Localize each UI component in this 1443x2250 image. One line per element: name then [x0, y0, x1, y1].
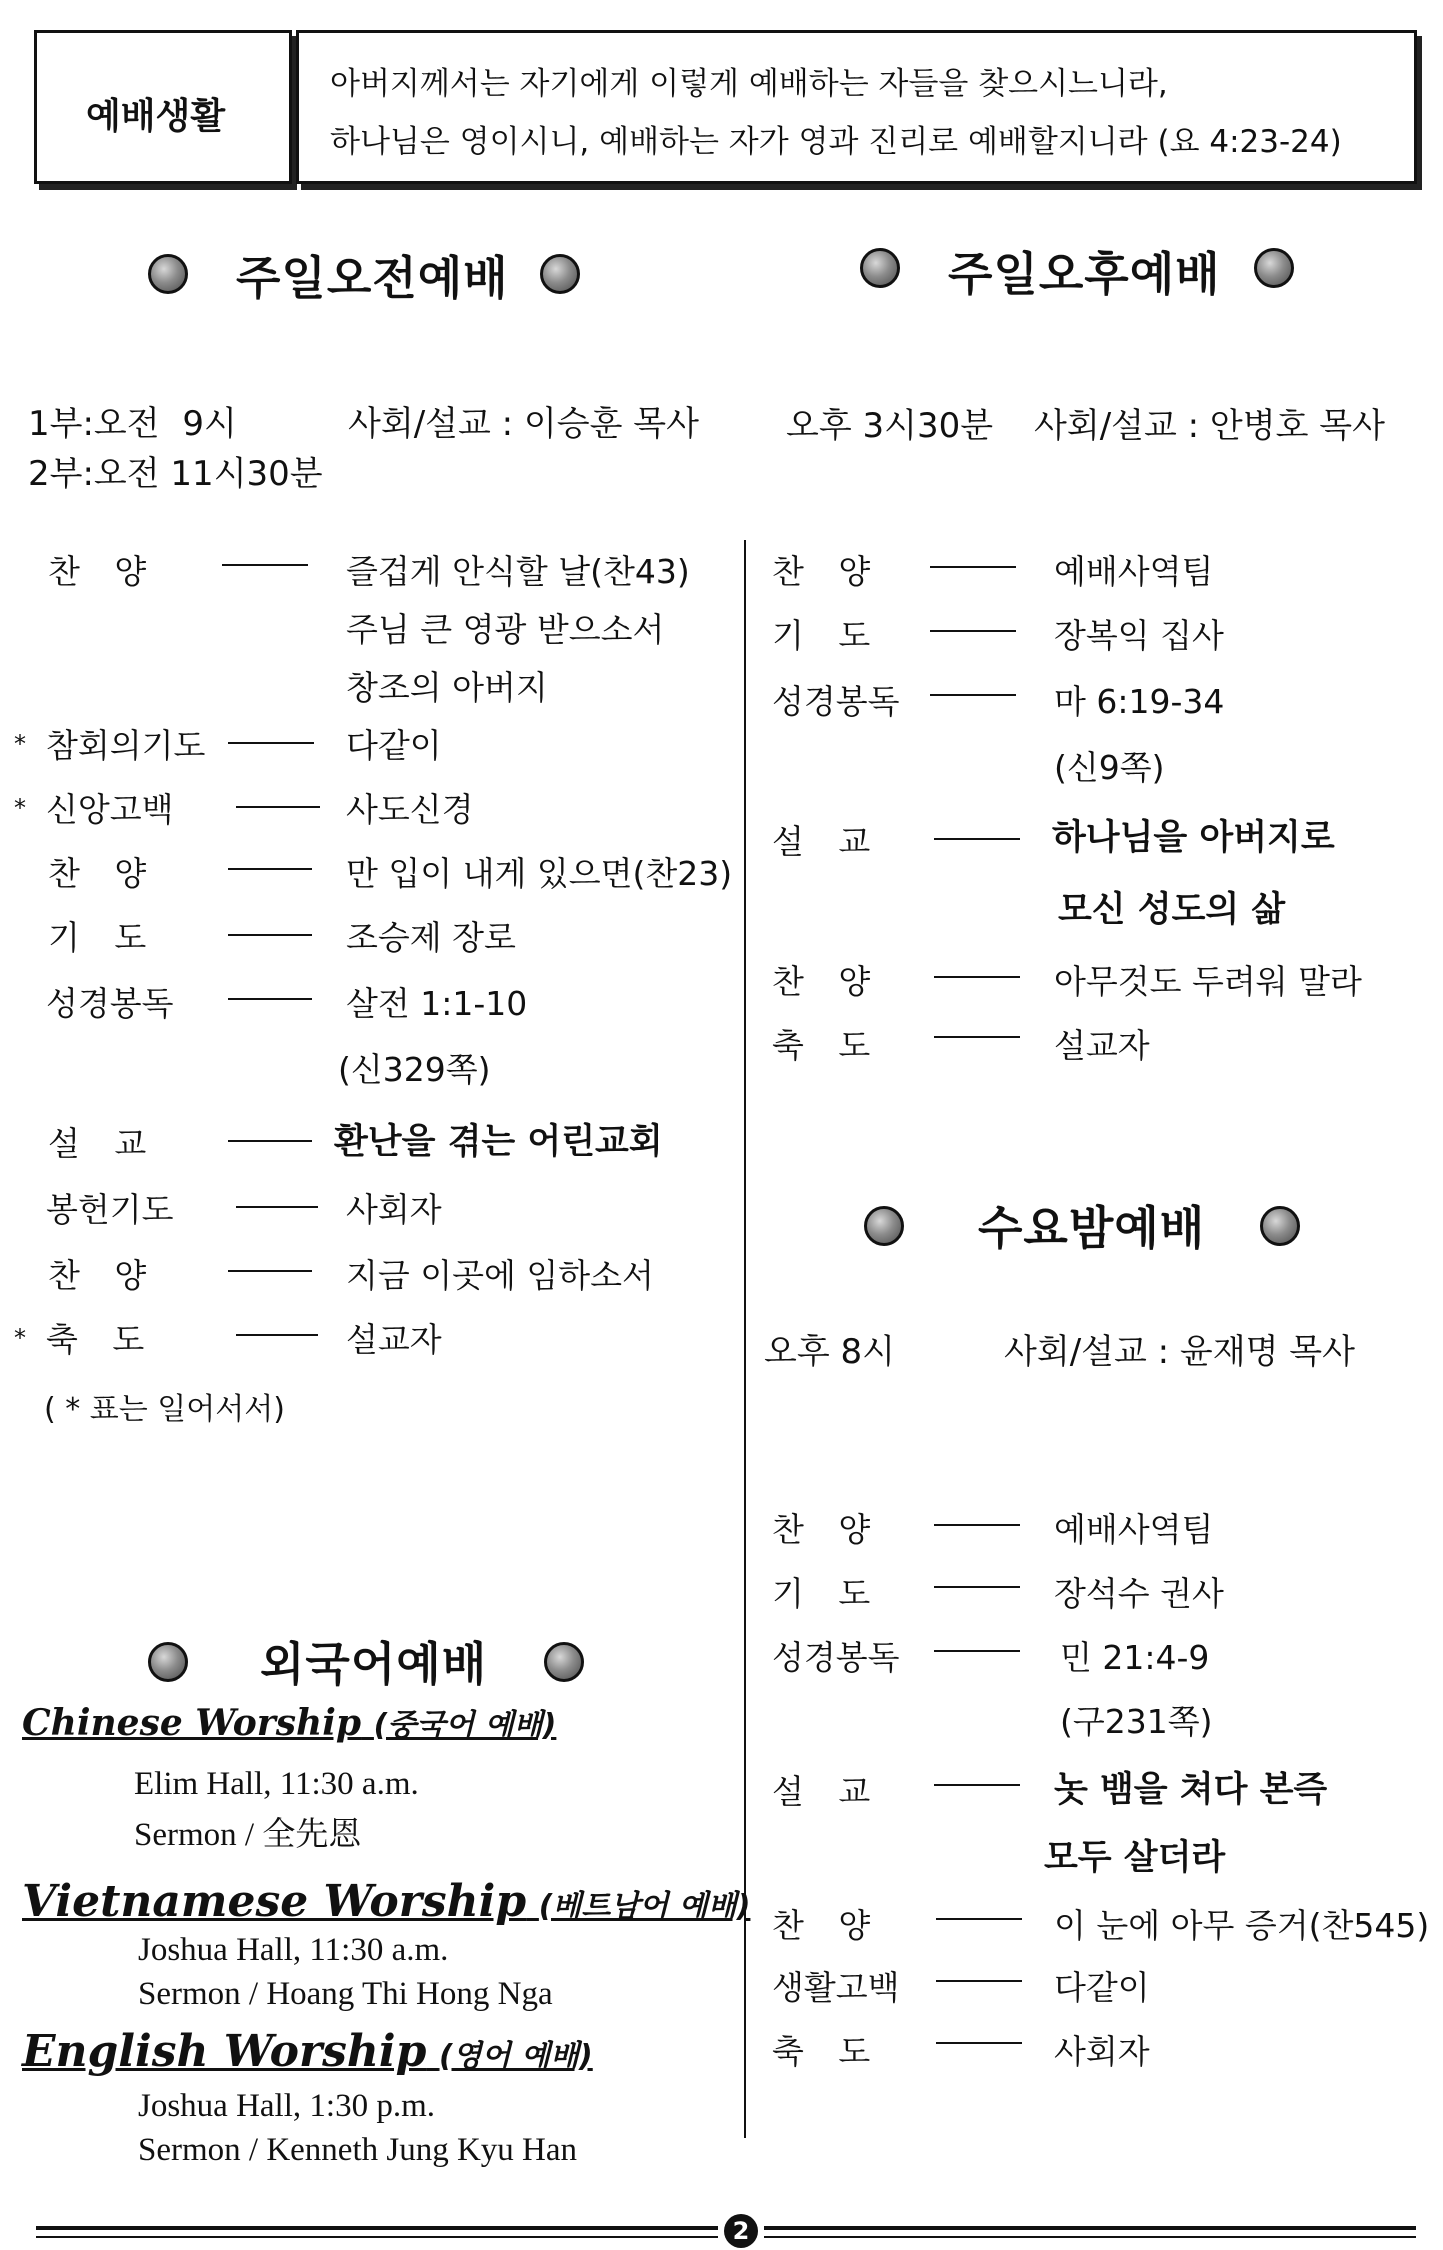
service-korean: (베트남어 예배): [538, 1889, 751, 1924]
service-name: Vietnamese Worship: [22, 1876, 527, 1927]
leader-dash: [228, 998, 312, 1000]
leader-dash: [930, 630, 1016, 632]
order-value: 지금 이곳에 임하소서: [346, 1256, 654, 1295]
header-label: 예배생활: [86, 96, 226, 137]
order-label: 찬 양: [772, 1906, 871, 1945]
order-label: 축 도: [772, 1026, 871, 1065]
bullet-ball-icon: [148, 254, 188, 294]
order-label: 설 교: [48, 1124, 147, 1163]
leader-dash: [934, 1036, 1020, 1038]
service-sermon: Sermon / Kenneth Jung Kyu Han: [138, 2132, 578, 2168]
wednesday-time: 오후 8시: [764, 1332, 895, 1372]
afternoon-leader: 사회/설교 : 안병호 목사: [1034, 406, 1385, 446]
order-value: (구231쪽): [1060, 1702, 1213, 1741]
order-label: 축 도: [46, 1320, 145, 1359]
service-korean: (중국어 예배): [373, 1708, 557, 1743]
order-label: 찬 양: [48, 854, 147, 893]
leader-dash: [936, 1980, 1022, 1982]
order-value: 창조의 아버지: [346, 668, 548, 707]
leader-dash: [934, 1650, 1020, 1652]
leader-dash: [228, 1140, 312, 1142]
wednesday-leader: 사회/설교 : 윤재명 목사: [1004, 1332, 1355, 1372]
order-value: 장복익 집사: [1054, 616, 1224, 655]
order-label: 기 도: [772, 616, 871, 655]
sermon-title-continued: 모신 성도의 삶: [1058, 890, 1286, 930]
morning-title: 주일오전예배: [236, 251, 509, 305]
order-value: 설교자: [1054, 1026, 1150, 1065]
bullet-ball-icon: [864, 1206, 904, 1246]
order-value: (신329쪽): [338, 1050, 491, 1089]
leader-dash: [936, 1918, 1022, 1920]
order-value: 마 6:19-34: [1054, 682, 1225, 721]
order-label: 찬 양: [772, 962, 871, 1001]
order-label: 기 도: [48, 918, 147, 957]
bullet-ball-icon: [1254, 248, 1294, 288]
leader-dash: [930, 694, 1016, 696]
leader-dash: [934, 976, 1020, 978]
order-label: 찬 양: [772, 552, 871, 591]
order-label: 찬 양: [48, 552, 147, 591]
service-name: Chinese Worship: [22, 1702, 362, 1744]
page-number: 2: [724, 2214, 758, 2248]
morning-first-service: 1부:오전 9시: [28, 404, 237, 444]
leader-dash: [228, 742, 314, 744]
order-value: (신9쪽): [1054, 748, 1165, 787]
order-label: 축 도: [772, 2032, 871, 2071]
leader-dash: [930, 566, 1016, 568]
sermon-title-continued: 모두 살더라: [1044, 1838, 1226, 1878]
order-label: 설 교: [772, 822, 871, 861]
standing-mark: *: [14, 730, 26, 758]
standing-note: ( * 표는 일어서서): [44, 1392, 285, 1427]
footer-rule-right: [764, 2226, 1416, 2230]
service-name: English Worship: [22, 2026, 427, 2077]
order-value: 민 21:4-9: [1060, 1638, 1210, 1677]
leader-dash: [936, 2042, 1022, 2044]
footer-rule-right-thin: [764, 2236, 1416, 2238]
footer-rule-left-thin: [36, 2236, 718, 2238]
order-value: 다같이: [346, 726, 442, 765]
verse-line-1: 아버지께서는 자기에게 이렇게 예배하는 자들을 찾으시느니라,: [330, 66, 1168, 102]
order-label: 생활고백: [772, 1968, 900, 2007]
order-label: 성경봉독: [46, 984, 174, 1023]
sermon-title: 환난을 겪는 어린교회: [334, 1122, 663, 1162]
order-value: 만 입이 내게 있으면(찬23): [346, 854, 733, 893]
order-value: 사도신경: [346, 790, 474, 829]
order-value: 예배사역팀: [1054, 1510, 1214, 1549]
order-value: 이 눈에 아무 증거(찬545): [1054, 1906, 1430, 1945]
order-value: 예배사역팀: [1054, 552, 1214, 591]
leader-dash: [934, 1524, 1020, 1526]
order-label: 찬 양: [772, 1510, 871, 1549]
bullet-ball-icon: [540, 254, 580, 294]
order-value: 사회자: [1054, 2032, 1150, 2071]
order-value: 살전 1:1-10: [346, 984, 528, 1023]
order-label: 봉헌기도: [46, 1190, 174, 1229]
afternoon-title: 주일오후예배: [948, 247, 1221, 301]
order-value: 사회자: [346, 1190, 442, 1229]
order-label: 신앙고백: [46, 790, 174, 829]
service-place: Joshua Hall, 1:30 p.m.: [138, 2088, 435, 2124]
service-sermon: Sermon / Hoang Thi Hong Nga: [138, 1976, 553, 2012]
order-value: 장석수 권사: [1054, 1574, 1224, 1613]
footer-rule-left: [36, 2226, 718, 2230]
service-sermon: Sermon / 全先恩: [134, 1817, 362, 1853]
bullet-ball-icon: [860, 248, 900, 288]
bullet-ball-icon: [544, 1642, 584, 1682]
leader-dash: [236, 1206, 318, 1208]
sermon-title: 하나님을 아버지로: [1052, 818, 1335, 858]
english-worship-title: [22, 2026, 593, 2077]
order-value: 즐겁게 안식할 날(찬43): [346, 552, 690, 591]
vietnamese-worship-title: [22, 1876, 750, 1927]
bullet-ball-icon: [148, 1642, 188, 1682]
leader-dash: [228, 934, 312, 936]
order-label: 기 도: [772, 1574, 871, 1613]
order-label: 참회의기도: [46, 726, 206, 765]
bullet-ball-icon: [1260, 1206, 1300, 1246]
leader-dash: [228, 868, 312, 870]
order-value: 아무것도 두려워 말라: [1054, 962, 1362, 1001]
wednesday-title: 수요밤예배: [978, 1201, 1206, 1255]
order-value: 조승제 장로: [346, 918, 516, 957]
standing-mark: *: [14, 794, 26, 822]
leader-dash: [236, 806, 320, 808]
morning-second-service: 2부:오전 11시30분: [28, 454, 323, 494]
leader-dash: [222, 564, 308, 566]
chinese-worship-title: [22, 1700, 556, 1744]
morning-leader: 사회/설교 : 이승훈 목사: [348, 404, 699, 444]
standing-mark: *: [14, 1324, 26, 1352]
leader-dash: [934, 1586, 1020, 1588]
order-value: 다같이: [1054, 1968, 1150, 2007]
service-place: Joshua Hall, 11:30 a.m.: [138, 1932, 449, 1968]
service-korean: (영어 예배): [438, 2039, 593, 2074]
order-label: 찬 양: [48, 1256, 147, 1295]
order-value: 주님 큰 영광 받으소서: [346, 610, 665, 649]
leader-dash: [934, 838, 1020, 840]
leader-dash: [236, 1334, 318, 1336]
order-label: 성경봉독: [772, 682, 900, 721]
foreign-title: 외국어예배: [260, 1637, 488, 1691]
verse-line-2: 하나님은 영이시니, 예배하는 자가 영과 진리로 예배할지니라 (요 4:23-24): [330, 124, 1342, 160]
leader-dash: [934, 1784, 1020, 1786]
afternoon-time: 오후 3시30분: [786, 406, 994, 446]
order-label: 설 교: [772, 1772, 871, 1811]
order-label: 성경봉독: [772, 1638, 900, 1677]
sermon-title: 놋 뱀을 쳐다 본즉: [1054, 1770, 1328, 1810]
service-place: Elim Hall, 11:30 a.m.: [134, 1766, 419, 1802]
order-value: 설교자: [346, 1320, 442, 1359]
leader-dash: [228, 1270, 312, 1272]
